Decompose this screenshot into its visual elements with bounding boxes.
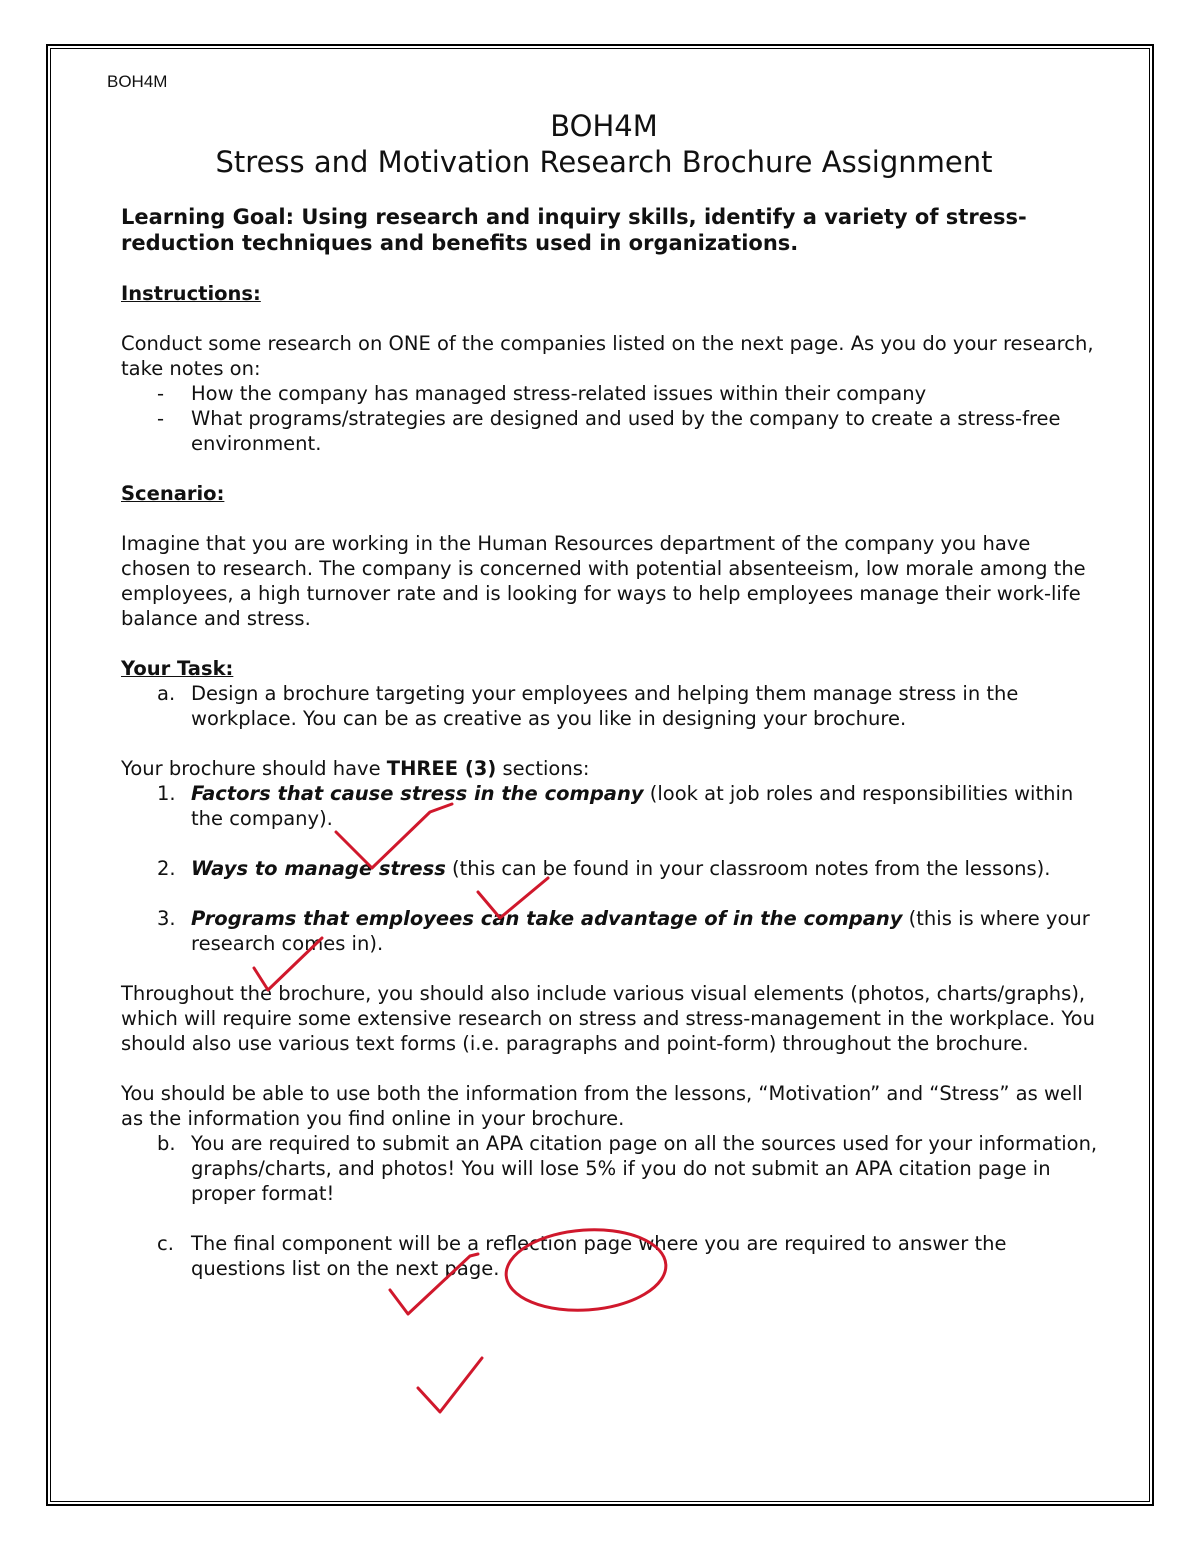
item-marker: 3. [157, 907, 176, 930]
item-text: (this is where your research comes in). [191, 907, 1090, 955]
list-item: - How the company has managed stress-related issues within their company [121, 381, 1101, 406]
list-item [121, 781, 1101, 831]
task-list-a [121, 681, 1101, 731]
document-body [121, 108, 1101, 1281]
item-marker: 2. [157, 857, 176, 880]
sections-list [121, 781, 1101, 956]
item-marker: 1. [157, 782, 176, 805]
list-item [121, 1231, 1101, 1281]
item-bold: Factors that cause stress in the company [191, 782, 644, 805]
item-text: (look at job roles and responsibilities within the company). [191, 782, 1074, 830]
lessons-text: You should be able to use both the information from the lessons, “Motivation” and “Stress” as well as the information you find online in your brochure. [121, 1082, 1083, 1130]
item-text: The final component will be a reflection page where you are required to answer the questions list on the next page. [191, 1232, 1007, 1280]
list-item: - What programs/strategies are designed and used by the company to create a stress-free environment. [121, 406, 1101, 456]
list-item [121, 856, 1101, 881]
running-header: BOH4M [107, 72, 168, 91]
visuals-text: Throughout the brochure, you should also include various visual elements (photos, charts/graphs), which will require some extensive research on stress and stress-management in the workplace. You should also use various text forms (i.e. paragraphs and point-form) throughout the brochure. [121, 982, 1095, 1055]
sections-intro [121, 756, 1101, 781]
task-heading: Your Task: [121, 657, 234, 680]
instructions-list [121, 381, 1101, 456]
learning-goal-label: Learning Goal: [121, 205, 295, 229]
learning-goal-text: Using research and inquiry skills, identify a variety of stress-reduction techniques and benefits used in organizations. [121, 205, 1027, 255]
item-marker: b. [157, 1132, 176, 1155]
item-bold: Ways to manage stress [191, 857, 446, 880]
item-bold: Programs that employees can take advantage of in the company [191, 907, 903, 930]
list-item [121, 681, 1101, 731]
scenario-heading: Scenario: [121, 482, 225, 505]
item-marker: a. [157, 682, 176, 705]
list-item [121, 1131, 1101, 1206]
task-list-bc [121, 1131, 1101, 1281]
document-title: BOH4M [550, 109, 658, 143]
item-text: Design a brochure targeting your employees and helping them manage stress in the workplace. You can be as creative as you like in designing your brochure. [191, 682, 1019, 730]
scenario-text: Imagine that you are working in the Human Resources department of the company you have chosen to research. The company is concerned with potential absenteeism, low morale among the employees, a high turnover rate and is looking for ways to help employees manage their work-life balance and stress. [121, 532, 1086, 630]
instructions-intro: Conduct some research on ONE of the companies listed on the next page. As you do your research, take notes on: [121, 332, 1094, 380]
list-item [121, 906, 1101, 956]
sections-intro-bold: THREE (3) [386, 757, 497, 780]
learning-goal [121, 204, 1101, 256]
item-text: (this can be found in your classroom notes from the lessons). [445, 857, 1051, 880]
sections-intro-post: sections: [496, 757, 590, 780]
instructions-heading: Instructions: [121, 282, 261, 305]
sections-intro-pre: Your brochure should have [121, 757, 387, 780]
document-subtitle: Stress and Motivation Research Brochure Assignment [215, 145, 993, 179]
item-text: You are required to submit an APA citation page on all the sources used for your information, graphs/charts, and photos! You will lose 5% if you do not submit an APA citation page in proper format! [191, 1132, 1098, 1205]
item-marker: c. [157, 1232, 174, 1255]
title-block [114, 108, 1094, 180]
